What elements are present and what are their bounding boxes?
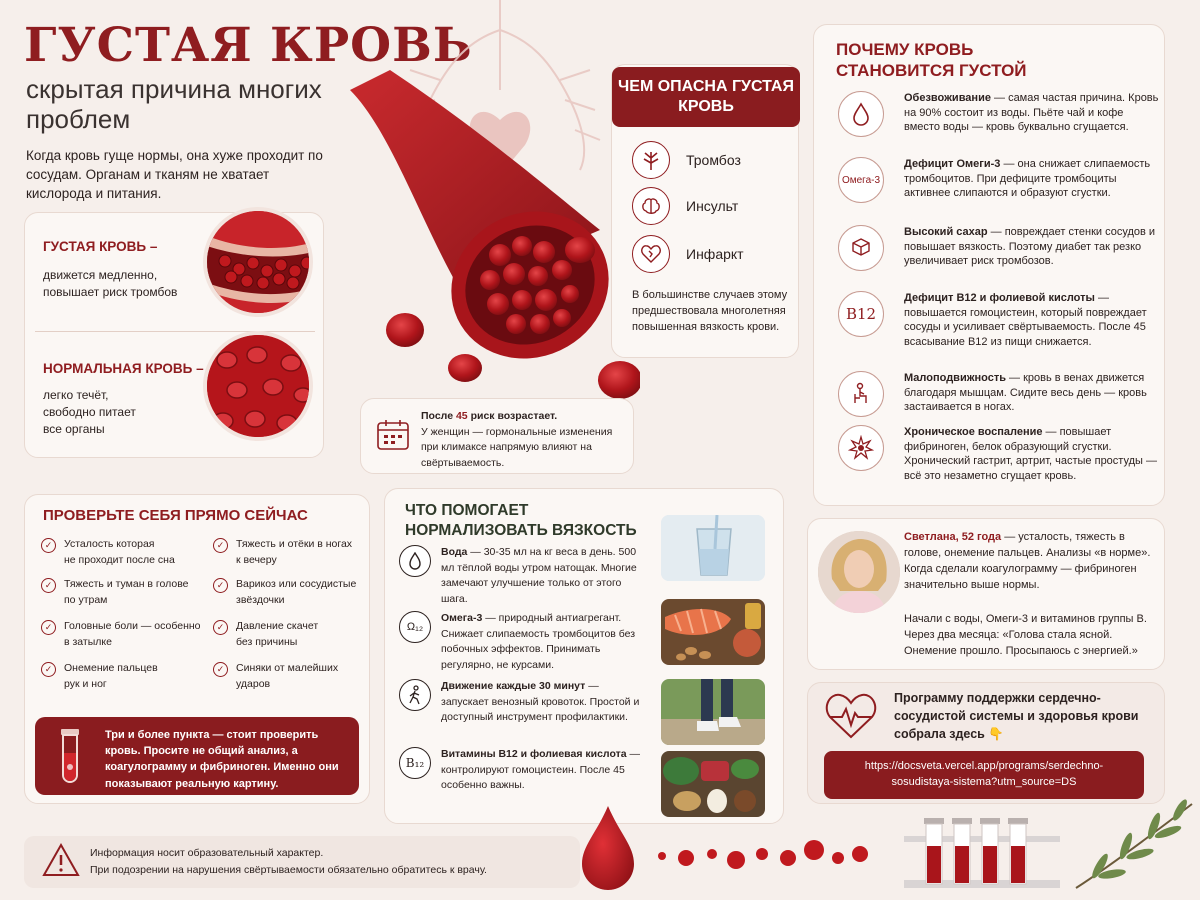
menopause-age: 45 (455, 410, 468, 422)
page-title: ГУСТАЯ КРОВЬ (24, 18, 473, 73)
brain-icon (632, 187, 670, 225)
salmon-nuts-photo (661, 599, 765, 665)
cause-text (904, 157, 1162, 201)
danger-item-label: Инфаркт (686, 246, 744, 262)
danger-item-label: Инсульт (686, 198, 739, 214)
danger-item-infarction (632, 235, 744, 273)
cause-desc: — повышается гомоцистеин, который повреждает сосуды и усиливает свёртываемость. После 45 всасывание B12 из пищи снижается. (904, 292, 1147, 349)
reviewer-name: Светлана, 52 года (904, 531, 1002, 543)
remedy-text (441, 747, 647, 794)
menopause-lead-rest: риск возрастает. (470, 410, 558, 422)
remedy-desc: — контролируют гомоцистеин. После 45 особенно важны. (441, 748, 641, 791)
checkmark-icon: ✓ (213, 662, 228, 677)
cause-text (904, 225, 1162, 269)
self-check-card (24, 494, 370, 804)
symptom-text: Варикоз или сосудистые звёздочки (236, 578, 357, 606)
cause-text (904, 371, 1162, 415)
sitting-person-icon (838, 371, 884, 417)
b12-icon: B12 (838, 291, 884, 337)
blood-comparison-card (24, 212, 324, 458)
symptom-item (41, 577, 189, 608)
drop-icon (838, 91, 884, 137)
blood-vessel-illustration (330, 70, 640, 410)
thick-blood-title: ГУСТАЯ КРОВЬ – (43, 239, 158, 254)
symptom-text: Тяжесть и туман в голове по утрам (64, 578, 189, 606)
test-tubes-rack-decoration (900, 808, 1065, 896)
menopause-lead: После (421, 410, 454, 422)
cause-desc: — кровь в венах движется благодаря мышцам. Сидите весь день — кровь застаивается в ногах. (904, 372, 1147, 414)
program-card (807, 682, 1165, 804)
walking-legs-photo (661, 679, 765, 745)
remedy-bold: Омега-3 (441, 612, 483, 624)
menopause-text (421, 409, 627, 471)
cause-bold: Малоподвижность (904, 372, 1006, 384)
menopause-body: У женщин — гормональные изменения при климаксе напрямую влияют на свёртываемость. (421, 425, 613, 469)
symptom-item (41, 619, 201, 650)
remedy-bold: Движение каждые 30 минут (441, 680, 586, 692)
symptom-item (213, 661, 369, 692)
symptom-item (213, 577, 356, 608)
checkmark-icon: ✓ (213, 538, 228, 553)
testimonial-card (807, 518, 1165, 670)
remedy-desc: — 30-35 мл на кг веса в день. 500 мл тёплой воды утром натощак. Многие замечают улучшение только от этого шага. (441, 546, 637, 605)
checkmark-icon: ✓ (41, 578, 56, 593)
inflammation-icon (838, 425, 884, 471)
symptom-text: Давление скачет без причины (236, 620, 319, 648)
normal-blood-text: легко течёт, свободно питает все органы (43, 388, 136, 436)
remedies-title: ЧТО ПОМОГАЕТ НОРМАЛИЗОВАТЬ ВЯЗКОСТЬ (405, 502, 637, 539)
walking-icon (399, 679, 431, 711)
remedy-desc: — запускает венозный кровоток. Простой и доступный инструмент профилактики. (441, 680, 640, 723)
water-drop-icon (399, 545, 431, 577)
cause-desc: — она снижает слипаемость тромбоцитов. При дефиците тромбоциты активнее слипаются и образуют сгустки. (904, 158, 1151, 200)
heart-icon (632, 235, 670, 273)
checkmark-icon: ✓ (213, 620, 228, 635)
remedy-text (441, 611, 647, 673)
blood-drop-decoration (576, 800, 916, 896)
remedy-bold: Вода (441, 546, 468, 558)
intro-text: Когда кровь гуще нормы, она хуже проходит по сосудам. Органам и тканям не хватает кислорода и питания. (26, 148, 323, 201)
sugar-cubes-icon (838, 225, 884, 271)
cause-desc: — повышает фибриноген, белок образующий сгустки. Хронический гастрит, артрит, частые простуды — всё это незаметно сгущает кровь. (904, 426, 1157, 483)
danger-note: В большинстве случаев этому предшествовала многолетняя повышенная вязкость крови. (632, 289, 788, 333)
danger-card (611, 64, 799, 358)
heart-pulse-icon (824, 691, 878, 741)
menopause-lead-line (421, 409, 627, 425)
self-check-title: ПРОВЕРЬТЕ СЕБЯ ПРЯМО СЕЙЧАС (43, 507, 308, 524)
disclaimer-footer (24, 836, 580, 888)
remedies-card (384, 488, 784, 824)
cause-text (904, 425, 1162, 484)
symptom-item (41, 537, 175, 568)
cause-bold: Обезвоживание (904, 92, 991, 104)
remedy-text (441, 545, 647, 607)
calendar-icon (375, 417, 411, 453)
thick-blood-image (203, 207, 313, 317)
symptom-item (213, 619, 318, 650)
cause-bold: Хроническое воспаление (904, 426, 1043, 438)
symptom-text: Усталость которая не проходит после сна (64, 538, 175, 566)
water-glass-photo (661, 515, 765, 581)
cause-desc: — самая частая причина. Кровь на 90% состоит из воды. Пьёте чай и кофе вместо воды — кровь буквально сгущается. (904, 92, 1159, 134)
menopause-note-card (360, 398, 634, 474)
checkmark-icon: ✓ (41, 662, 56, 677)
omega-icon: Омега-3 (838, 157, 884, 203)
remedy-text (441, 679, 647, 726)
self-check-callout-text: Три и более пункта — стоит проверить кровь. Просите не общий анализ, а коагулограмму и фибриноген. Именно они показывают реальную картину. (105, 729, 339, 790)
self-check-callout (35, 717, 359, 795)
cause-desc: — повреждает стенки сосудов и повышает вязкость. Поэтому диабет так резко увеличивает риск тромбозов. (904, 226, 1156, 268)
disclaimer-text: Информация носит образовательный характер. При подозрении на нарушения свёртываемости обязательно обратитесь к врачу. (90, 847, 487, 876)
cause-bold: Дефицит B12 и фолиевой кислоты (904, 292, 1095, 304)
vein-branch-icon (632, 141, 670, 179)
symptom-item (213, 537, 352, 568)
b12-icon: B₁₂ (399, 747, 431, 779)
omega3-icon: Ω₁₂ (399, 611, 431, 643)
page-subtitle: скрытая причина многих проблем (26, 74, 322, 134)
checkmark-icon: ✓ (213, 578, 228, 593)
symptom-text: Головные боли — особенно в затылке (64, 620, 201, 648)
thick-blood-text: движется медленно, повышает риск тромбов (43, 268, 178, 299)
testimonial-text (904, 529, 1158, 593)
danger-item-label: Тромбоз (686, 152, 741, 168)
cause-bold: Дефицит Омеги-3 (904, 158, 1001, 170)
normal-blood-image (203, 331, 313, 441)
cause-text (904, 291, 1162, 350)
testimonial-story: — усталость, тяжесть в голове, онемение пальцев. Анализы «в норме». Когда сделали коагулограмму — фибриноген значительно выше нормы. (904, 531, 1151, 591)
danger-item-stroke (632, 187, 738, 225)
remedy-bold: Витамины B12 и фолиевая кислота (441, 748, 627, 760)
reviewer-avatar (818, 531, 900, 613)
test-tube-icon (53, 727, 87, 785)
testimonial-result: Начали с воды, Омеги-3 и витаминов группы B. Через два месяца: «Голова стала ясной. Онемение прошло. Просыпаюсь с энергией.» (904, 613, 1147, 657)
program-text: Программу поддержки сердечно-сосудистой системы и здоровья крови собрала здесь 👇 (894, 691, 1139, 741)
symptom-item (41, 661, 158, 692)
causes-card (813, 24, 1165, 506)
symptom-text: Онемение пальцев рук и ног (64, 662, 158, 690)
program-link[interactable]: https://docsveta.vercel.app/programs/serdechno-sosudistaya-sistema?utm_source=DS (824, 751, 1144, 799)
danger-item-thrombosis (632, 141, 741, 179)
causes-title: ПОЧЕМУ КРОВЬ СТАНОВИТСЯ ГУСТОЙ (836, 40, 1027, 80)
cause-text (904, 91, 1162, 135)
symptom-text: Синяки от малейших ударов (236, 662, 339, 690)
cause-bold: Высокий сахар (904, 226, 988, 238)
normal-blood-title: НОРМАЛЬНАЯ КРОВЬ – (43, 361, 204, 376)
olive-branch-decoration (1070, 796, 1196, 892)
divider (35, 331, 315, 332)
remedy-desc: — природный антиагрегант. Снижает слипаемость тромбоцитов без побочных эффектов. Принимать регулярно, не курсами. (441, 612, 636, 671)
danger-heading: ЧЕМ ОПАСНА ГУСТАЯ КРОВЬ (612, 67, 800, 127)
checkmark-icon: ✓ (41, 620, 56, 635)
checkmark-icon: ✓ (41, 538, 56, 553)
warning-icon (42, 842, 80, 878)
symptom-text: Тяжесть и отёки в ногах к вечеру (236, 538, 353, 566)
